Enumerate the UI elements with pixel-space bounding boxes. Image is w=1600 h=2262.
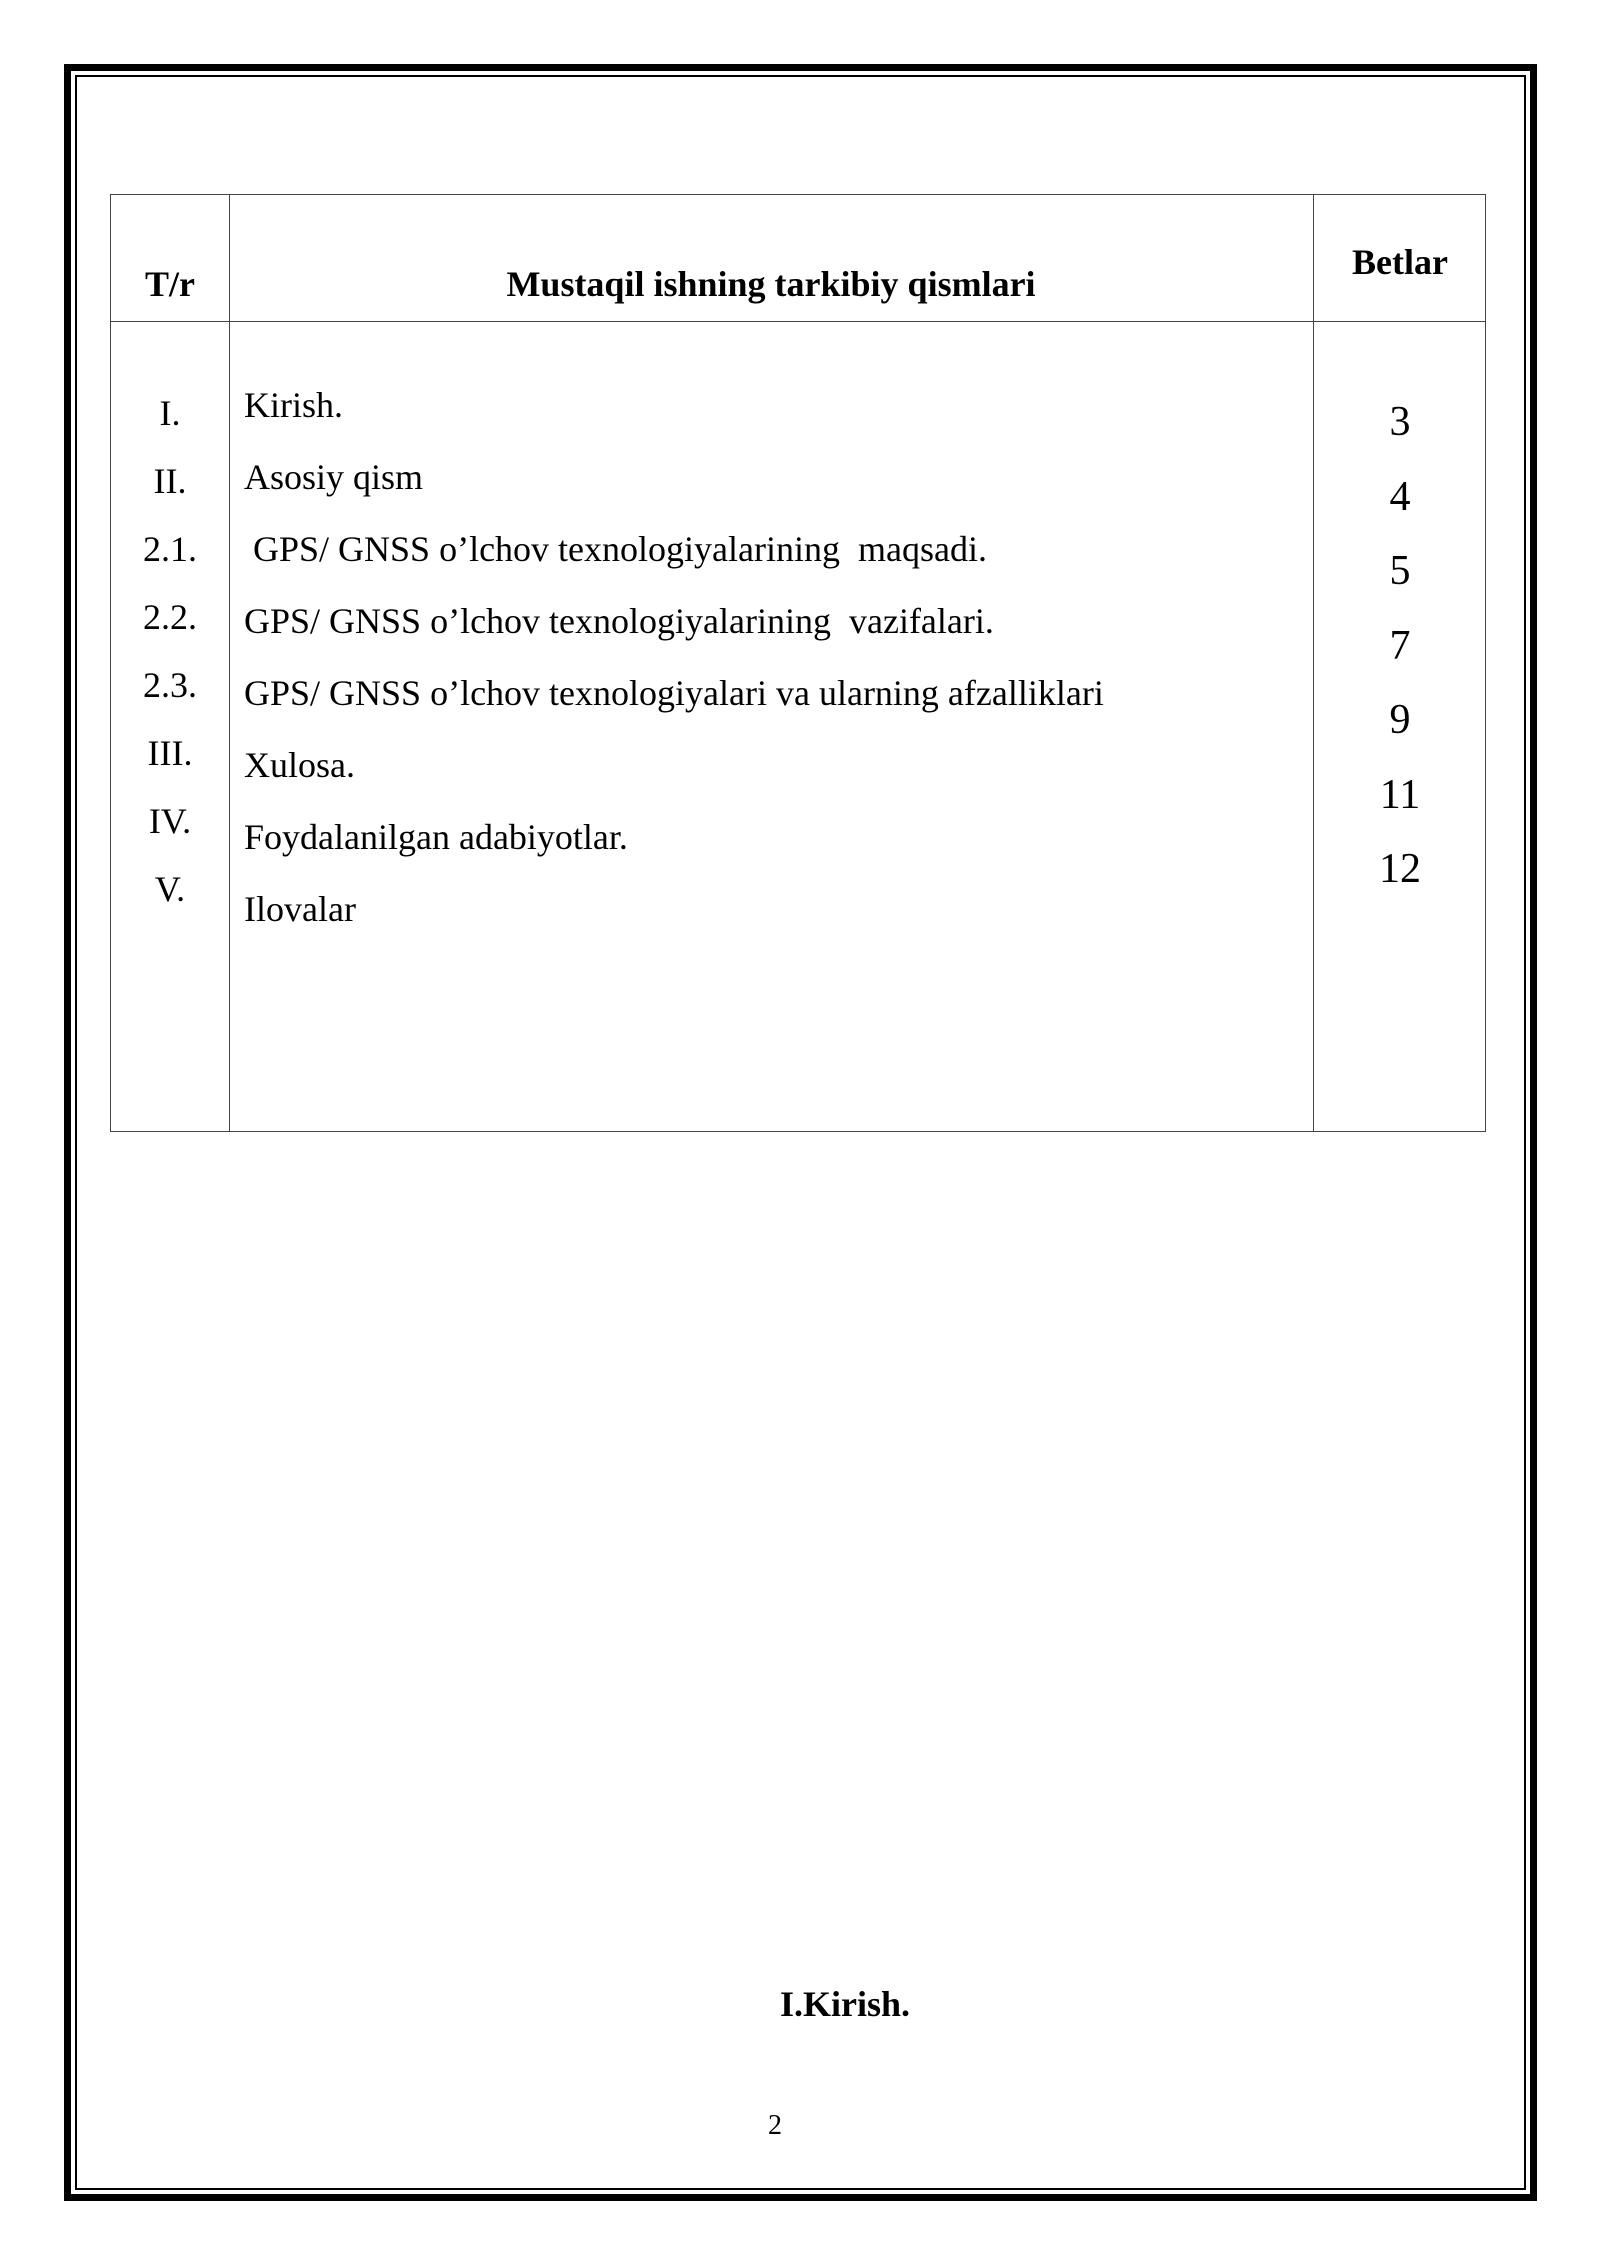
toc-pages-column — [1313, 401, 1487, 923]
toc-page: 12 — [1379, 846, 1421, 892]
toc-number: III. — [147, 733, 193, 773]
toc-title: GPS/ GNSS o’lchov texnologiyalarining vazifalari. — [244, 601, 994, 641]
toc-numbers-column — [111, 395, 229, 939]
header-pages: Betlar — [1352, 242, 1448, 282]
toc-page: 3 — [1389, 399, 1411, 445]
header-title: Mustaqil ishning tarkibiy qismlari — [506, 264, 1036, 304]
toc-page: 4 — [1389, 473, 1411, 520]
header-number: T/r — [145, 264, 195, 304]
page-number: 2 — [768, 2110, 782, 2141]
table-of-contents — [110, 194, 1486, 1132]
toc-number: 2.2. — [143, 597, 197, 637]
toc-number: 2.1. — [143, 529, 197, 569]
toc-title: Ilovalar — [244, 889, 356, 929]
toc-titles-column — [244, 387, 1304, 963]
toc-title: Kirish. — [244, 385, 343, 425]
toc-page: 9 — [1389, 697, 1411, 743]
toc-number: I. — [159, 393, 181, 433]
header-divider — [111, 321, 1485, 322]
toc-page: 5 — [1389, 548, 1411, 594]
toc-number: II. — [153, 461, 187, 501]
toc-title: GPS/ GNSS o’lchov texnologiyalari va ularning afzalliklari — [244, 673, 1104, 713]
toc-number: IV. — [148, 801, 192, 841]
toc-page: 11 — [1379, 771, 1421, 818]
toc-number: V. — [154, 869, 186, 909]
toc-title: Foydalanilgan adabiyotlar. — [244, 817, 628, 857]
toc-title: Xulosa. — [244, 745, 355, 785]
toc-number: 2.3. — [143, 665, 197, 705]
section-heading: I.Kirish. — [779, 1984, 911, 2024]
toc-page: 7 — [1389, 622, 1411, 669]
toc-title: Asosiy qism — [244, 457, 424, 497]
toc-title: GPS/ GNSS o’lchov texnologiyalarining maqsadi. — [244, 529, 987, 569]
column-divider — [229, 195, 230, 1131]
